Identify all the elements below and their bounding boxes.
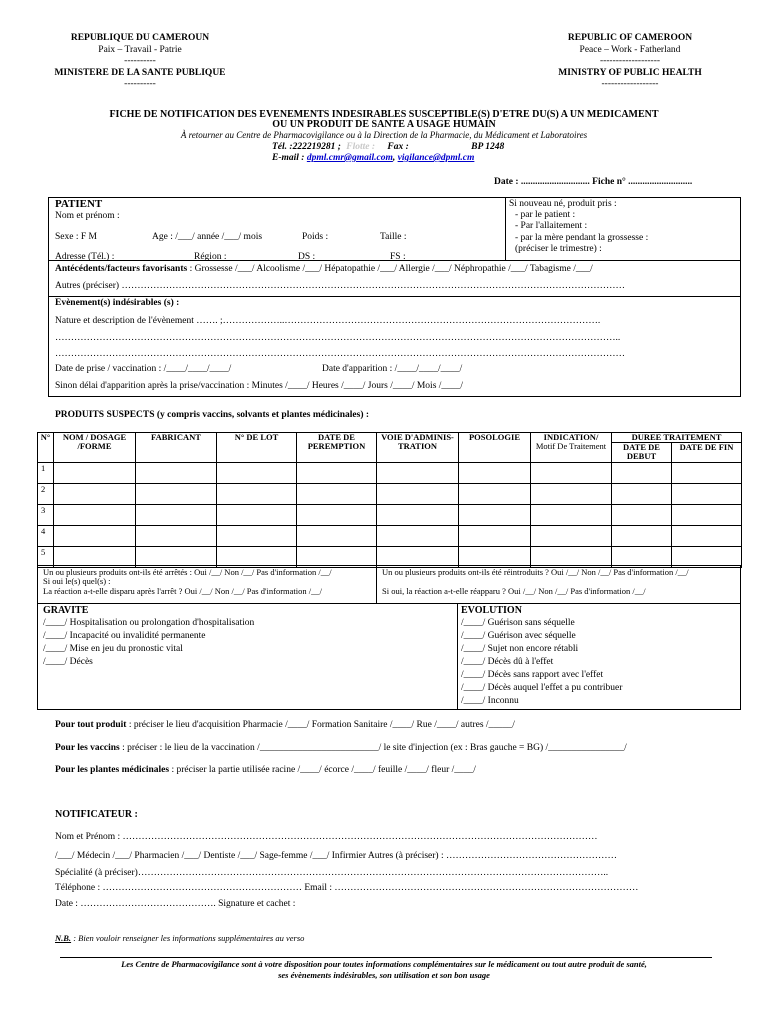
header-right-sep: -------------------: [599, 56, 661, 66]
antecedents-line[interactable]: [55, 264, 593, 274]
notificateur-telephone[interactable]: Téléphone : ……………………………………………………… Email : ……………………………………………………………………………………: [55, 883, 639, 893]
nb-line: [55, 933, 304, 943]
table-cell[interactable]: [612, 526, 672, 547]
email-line: [272, 153, 474, 163]
table-cell[interactable]: [297, 505, 377, 526]
gravite-item[interactable]: /____/ Décès: [43, 657, 93, 667]
flotte: Flotte :: [346, 142, 376, 152]
table-cell[interactable]: [531, 463, 612, 484]
products-heading: PRODUITS SUSPECTS (y compris vaccins, solvants et plantes médicinales) :: [55, 410, 370, 420]
patient-ds-field[interactable]: DS :: [298, 252, 316, 262]
table-cell[interactable]: [136, 505, 217, 526]
plantes-label: Pour les plantes médicinales: [55, 765, 170, 775]
fax: Fax :: [387, 142, 409, 152]
row-number: 2: [38, 484, 54, 505]
header-left-ministry: MINISTERE DE LA SANTE PUBLIQUE: [54, 67, 226, 78]
plantes-line[interactable]: [55, 765, 476, 775]
tel: Tél. :222219281 ;: [272, 142, 341, 152]
table-cell[interactable]: [54, 484, 136, 505]
table-cell[interactable]: [531, 526, 612, 547]
table-cell[interactable]: [672, 526, 742, 547]
antecedents-options[interactable]: : Grossesse /___/ Alcoolisme /___/ Hépatopathie /___/ Allergie /___/ Néphropathie /___/ Tabagisme /___/: [189, 264, 593, 274]
form-title-2: OU UN PRODUIT DE SANTE A USAGE HUMAIN: [272, 119, 496, 130]
event-dots[interactable]: ……………………………………………………………………………………………………………………………………………………………..: [55, 333, 621, 343]
patient-address-field[interactable]: Adresse (Tél.) :: [55, 252, 115, 262]
gravite-item[interactable]: /____/ Incapacité ou invalidité permanente: [43, 631, 206, 641]
footer-line-2: ses évènements indésirables, son utilisation et son bon usage: [278, 970, 490, 980]
notificateur-date[interactable]: Date : ……………………………………. Signature et cachet :: [55, 899, 296, 909]
table-cell[interactable]: [136, 484, 217, 505]
patient-age-field[interactable]: Age : /___/ année /___/ mois: [152, 232, 263, 242]
produit-text[interactable]: : préciser le lieu d'acquisition Pharmacie /____/ Formation Sanitaire /____/ Rue /____/ autres /_____/: [128, 720, 515, 730]
footer-line-1: Les Centre de Pharmacovigilance sont à votre disposition pour toutes informations complémentaires sur le médicament ou tout autre produit de santé,: [121, 959, 647, 969]
email-link-1[interactable]: dpml.cmr@gmail.com: [306, 153, 393, 163]
table-cell[interactable]: [297, 484, 377, 505]
col-indication-sub: Motif De Traitement: [535, 441, 607, 451]
header-left: [40, 33, 240, 91]
table-cell[interactable]: [54, 526, 136, 547]
table-cell[interactable]: [217, 484, 297, 505]
table-cell[interactable]: [531, 484, 612, 505]
gravite-item[interactable]: /____/ Hospitalisation ou prolongation d'hospitalisation: [43, 618, 255, 628]
delai-field[interactable]: Sinon délai d'apparition après la prise/vaccination : Minutes /____/ Heures /____/ Jours /____/ Mois /____/: [55, 381, 464, 391]
table-cell[interactable]: [217, 526, 297, 547]
newborn-item[interactable]: - Par l'allaitement :: [515, 221, 588, 231]
table-cell[interactable]: [377, 484, 459, 505]
table-cell[interactable]: [531, 505, 612, 526]
header-left-country: REPUBLIQUE DU CAMEROUN: [70, 33, 210, 43]
event-heading: Evènement(s) indésirables (s) :: [55, 298, 180, 308]
header-right-sep2: ------------------: [601, 79, 659, 89]
patient-divider: [505, 197, 506, 261]
header-left-sep: ----------: [124, 56, 156, 66]
table-cell[interactable]: [672, 484, 742, 505]
header-right-ministry: MINISTRY OF PUBLIC HEALTH: [558, 67, 702, 78]
table-cell[interactable]: [612, 463, 672, 484]
produit-line[interactable]: [55, 720, 515, 730]
table-cell[interactable]: [459, 484, 531, 505]
row-number: 3: [38, 505, 54, 526]
evolution-heading: EVOLUTION: [461, 605, 522, 616]
col-num: N°: [38, 433, 54, 463]
nb-label: N.B.: [55, 933, 72, 943]
table-cell[interactable]: [459, 463, 531, 484]
col-posologie: POSOLOGIE: [459, 433, 531, 463]
evolution-item[interactable]: /____/ Guérison sans séquelle: [461, 618, 575, 628]
arret-line-3[interactable]: La réaction a-t-elle disparu après l'arrêt ? Oui /__/ Non /__/ Pas d'information /__/: [43, 586, 322, 596]
notificateur-name-field[interactable]: Nom et Prénom : ……………………………………………………………………………………………………………………………………: [55, 832, 598, 842]
patient-weight-field[interactable]: Poids :: [302, 232, 329, 242]
col-date-debut: DATE DE DEBUT: [612, 443, 672, 463]
col-duree: DUREE TRAITEMENT: [612, 433, 742, 443]
newborn-item[interactable]: (préciser le trimestre) :: [515, 244, 602, 254]
notificateur-roles[interactable]: /___/ Médecin /___/ Pharmacien /___/ Dentiste /___/ Sage-femme /___/ Infirmier Autres (à préciser) : ………………………………………………: [55, 851, 617, 861]
notificateur-heading: NOTIFICATEUR :: [55, 809, 138, 820]
patient-fs-field[interactable]: FS :: [390, 252, 406, 262]
date-fiche-line: Date : ............................. Fiche n° ...........................: [494, 177, 693, 187]
newborn-title: Si nouveau né, produit pris :: [509, 199, 617, 209]
email-sep: ,: [392, 153, 396, 163]
row-number: 5: [38, 547, 54, 568]
header-right-country: REPUBLIC OF CAMEROON: [567, 33, 693, 43]
nb-text: : Bien vouloir renseigner les informations supplémentaires au verso: [73, 933, 305, 943]
table-cell[interactable]: [377, 526, 459, 547]
bp: BP 1248: [471, 142, 505, 152]
antecedents-other[interactable]: Autres (préciser) ……………………………………………………………………………………………………………………………………………: [55, 281, 625, 291]
table-cell[interactable]: [217, 505, 297, 526]
col-peremption: DATE DE PEREMPTION: [297, 433, 377, 463]
evolution-item[interactable]: /____/ Décès auquel l'effet a pu contribuer: [461, 683, 623, 693]
header-right: [530, 33, 730, 91]
newborn-item[interactable]: - par la mère pendant la grossesse :: [515, 233, 649, 243]
evolution-item[interactable]: /____/ Sujet non encore rétabli: [461, 644, 579, 654]
table-cell[interactable]: [459, 526, 531, 547]
reintro-line-2[interactable]: Si oui, la réaction a-t-elle réapparu ? Oui /__/ Non /__/ Pas d'information /__/: [382, 586, 646, 596]
col-lot: N° DE LOT: [217, 433, 297, 463]
header-left-sep2: ----------: [124, 79, 156, 89]
table-cell[interactable]: [297, 463, 377, 484]
arret-line-2[interactable]: Si oui le(s) quel(s) :: [43, 576, 111, 586]
email-link-2[interactable]: vigilance@dpml.cm: [397, 153, 475, 163]
table-cell[interactable]: [612, 505, 672, 526]
reintro-line-1[interactable]: Un ou plusieurs produits ont-ils été réintroduits ? Oui /__/ Non /__/ Pas d'information /__/: [382, 567, 689, 577]
newborn-item[interactable]: - par le patient :: [515, 210, 576, 220]
date-apparition-field[interactable]: Date d'apparition : /____/____/____/: [322, 364, 463, 374]
vaccins-text[interactable]: : préciser : le lieu de la vaccination /_________________________/ le site d'injection (ex : Bras gauche = BG) /________________/: [122, 743, 627, 753]
evolution-item[interactable]: /____/ Inconnu: [461, 696, 519, 706]
header-left-motto: Paix – Travail - Patrie: [98, 44, 182, 55]
table-cell[interactable]: [54, 463, 136, 484]
evolution-item[interactable]: /____/ Décès sans rapport avec l'effet: [461, 670, 604, 680]
footer-divider: [60, 957, 712, 958]
table-cell[interactable]: [377, 505, 459, 526]
table-cell[interactable]: [672, 505, 742, 526]
header-right-motto: Peace – Work - Fatherland: [579, 44, 681, 55]
notificateur-specialite[interactable]: Spécialité (à préciser)…………………………………………………………………………………………………………………………………..: [55, 868, 609, 878]
patient-sex-field[interactable]: Sexe : F M: [55, 232, 97, 242]
products-table: [37, 432, 742, 568]
table-cell[interactable]: [217, 463, 297, 484]
gravite-item[interactable]: /____/ Mise en jeu du pronostic vital: [43, 644, 183, 654]
table-cell[interactable]: [136, 463, 217, 484]
patient-region-field[interactable]: Région :: [194, 252, 227, 262]
produit-label: Pour tout produit: [55, 720, 127, 730]
contact-line: [272, 142, 504, 152]
email-label: E-mail :: [272, 153, 305, 163]
form-title: FICHE DE NOTIFICATION DES EVENEMENTS INDESIRABLES SUSCEPTIBLE(S) D'ETRE DU(S) A UN MEDICAMENT: [109, 109, 659, 120]
patient-heading: PATIENT: [55, 198, 103, 210]
col-indication: [531, 433, 612, 463]
antecedents-label: Antécédents/facteurs favorisants: [55, 264, 188, 274]
event-nature-field[interactable]: Nature et description de l'évènement ……. ;………………..……………………………………………………………………………………….: [55, 316, 601, 326]
row-number: 1: [38, 463, 54, 484]
patient-name-field[interactable]: Nom et prénom :: [55, 211, 120, 221]
event-dots[interactable]: ………………………………………………………………………………………………………………………………………………………………: [55, 349, 625, 359]
arret-line-1[interactable]: Un ou plusieurs produits ont-ils été arrêtés : Oui /__/ Non /__/ Pas d'information /__/: [43, 567, 332, 577]
table-cell[interactable]: [459, 505, 531, 526]
plantes-text[interactable]: : préciser la partie utilisée racine /____/ écorce /____/ feuille /____/ fleur /____/: [171, 765, 476, 775]
vaccins-label: Pour les vaccins: [55, 743, 120, 753]
return-instruction: À retourner au Centre de Pharmacovigilance ou à la Direction de la Pharmacie, du Médicament et Laboratoires: [180, 130, 588, 140]
table-cell[interactable]: [672, 463, 742, 484]
table-cell[interactable]: [377, 463, 459, 484]
patient-height-field[interactable]: Taille :: [380, 232, 407, 242]
date-prise-field[interactable]: Date de prise / vaccination : /____/____/____/: [55, 364, 232, 374]
gravite-heading: GRAVITE: [43, 605, 89, 616]
table-cell[interactable]: [136, 526, 217, 547]
arret-divider: [376, 565, 377, 604]
col-nom: NOM / DOSAGE /FORME: [54, 433, 136, 463]
table-cell[interactable]: [297, 526, 377, 547]
row-number: 4: [38, 526, 54, 547]
gravite-divider: [457, 603, 458, 710]
col-voie: VOIE D'ADMINIS-TRATION: [377, 433, 459, 463]
col-indication-title: INDICATION/: [543, 432, 599, 442]
table-cell[interactable]: [612, 484, 672, 505]
evolution-item[interactable]: /____/ Guérison avec séquelle: [461, 631, 576, 641]
vaccins-line[interactable]: [55, 743, 627, 753]
evolution-item[interactable]: /____/ Décès dû à l'effet: [461, 657, 554, 667]
col-date-fin: DATE DE FIN: [672, 443, 742, 463]
table-cell[interactable]: [54, 505, 136, 526]
col-fabricant: FABRICANT: [136, 433, 217, 463]
